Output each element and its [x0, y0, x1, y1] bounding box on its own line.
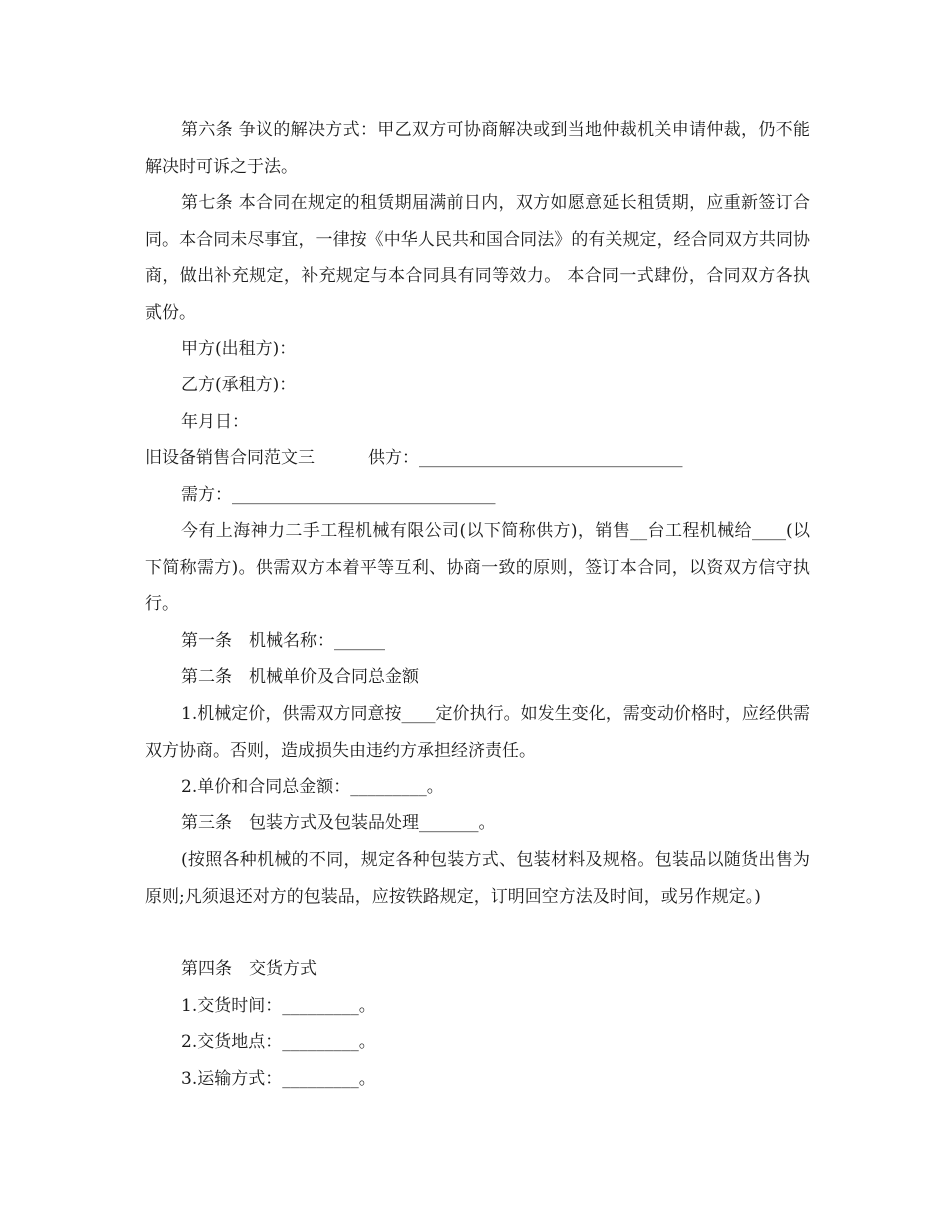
- item-2-heading: 第二条 机械单价及合同总金额: [181, 667, 419, 687]
- article-6-paragraph: 第六条 争议的解决方式：甲乙双方可协商解决或到当地仲裁机关申请仲裁，仍不能解决时可诉之于法。: [145, 120, 810, 177]
- date-line: 年月日：: [181, 412, 249, 432]
- party-a-line: 甲方(出租方)：: [181, 339, 297, 359]
- item-3-line: 第三条 包装方式及包装品处理_______。: [181, 813, 496, 833]
- item-4-2-line: 2.交货地点：_________。: [181, 1032, 376, 1052]
- item-2-2-line: 2.单价和合同总金额：_________。: [181, 777, 444, 797]
- intro-paragraph: 今有上海神力二手工程机械有限公司(以下简称供方)，销售__台工程机械给____(以下简称需方)。供需双方本着平等互利、协商一致的原则，签订本合同，以资双方信守执行。: [145, 521, 810, 614]
- item-3-note-paragraph: (按照各种机械的不同，规定各种包装方式、包装材料及规格。包装品以随货出售为原则;凡须退还对方的包装品，应按铁路规定，订明回空方法及时间，或另作规定。): [145, 850, 810, 907]
- supplier-line: 供方：_______________________________: [368, 448, 683, 468]
- item-2-1-paragraph: 1.机械定价，供需双方同意按____定价执行。如发生变化，需变动价格时，应经供需双方协商。否则，造成损失由违约方承担经济责任。: [145, 704, 810, 761]
- item-1-line: 第一条 机械名称：______: [181, 631, 385, 651]
- article-7-paragraph: 第七条 本合同在规定的租赁期届满前日内，双方如愿意延长租赁期，应重新签订合同。本合同未尽事宜，一律按《中华人民共和国合同法》的有关规定，经合同双方共同协商，做出补充规定，补充规定与本合同具有同等效力。 本合同一式肆份，合同双方各执贰份。: [145, 193, 810, 323]
- buyer-line: 需方：_______________________________: [181, 485, 496, 505]
- item-4-3-line: 3.运输方式：_________。: [181, 1069, 376, 1089]
- item-4-heading: 第四条 交货方式: [181, 959, 317, 979]
- sample-title: 旧设备销售合同范文三: [145, 448, 315, 468]
- item-4-1-line: 1.交货时间：_________。: [181, 996, 376, 1016]
- party-b-line: 乙方(承租方)：: [181, 375, 297, 395]
